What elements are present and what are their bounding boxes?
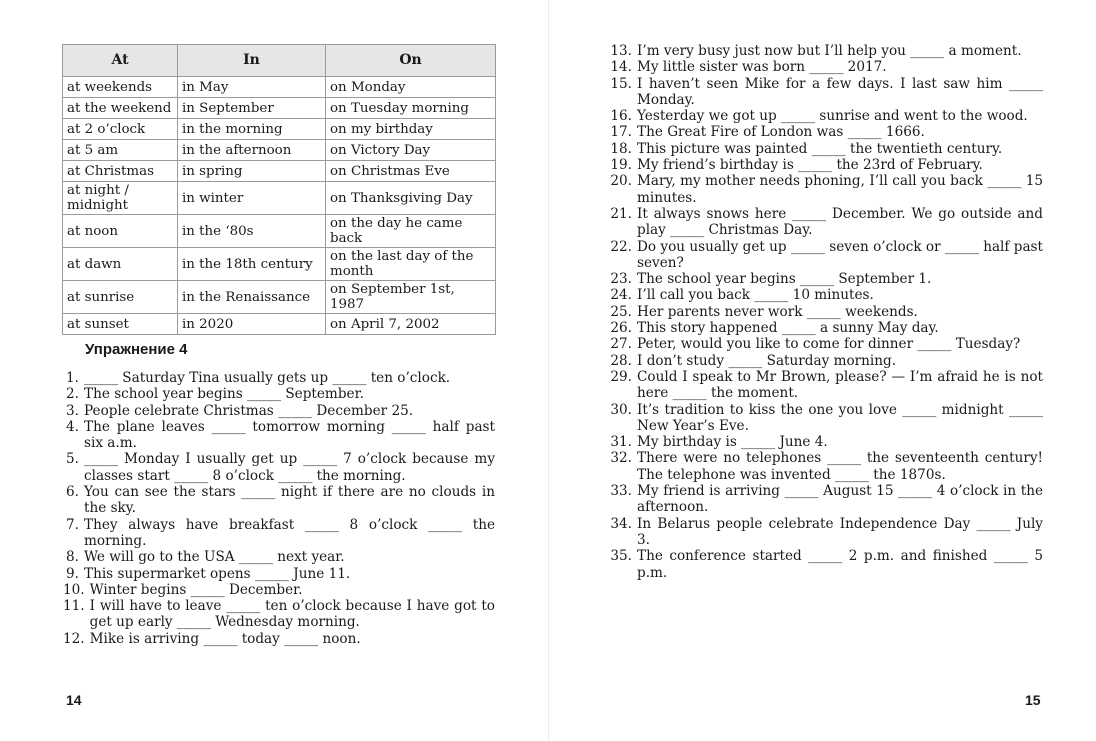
exercise-item (63, 549, 495, 565)
table-cell: in the morning (178, 119, 326, 140)
exercise-number: 33. (610, 483, 632, 500)
exercise-number: 9. (66, 565, 79, 582)
exercise-sentence: Her parents never work _____ weekends. (637, 303, 918, 320)
exercise-number: 35. (610, 548, 632, 565)
exercise-item (608, 434, 1043, 450)
exercise-number: 28. (610, 352, 632, 369)
exercise-sentence: Could I speak to Mr Brown, please? — I’m afraid he is not here _____ the moment. (637, 368, 1043, 402)
table-cell: in the Renaissance (178, 281, 326, 314)
table-cell: on Monday (326, 77, 496, 98)
exercise-sentence: My friend’s birthday is _____ the 23rd of February. (637, 157, 983, 174)
exercise-number: 29. (610, 368, 632, 385)
exercise-sentence: They always have breakfast _____ 8 o’clock _____ the morning. (84, 516, 495, 549)
book-spine (548, 0, 549, 741)
table-cell: in 2020 (178, 314, 326, 335)
column-header-at: At (63, 45, 178, 77)
table-cell: in the ‘80s (178, 215, 326, 248)
table-row (63, 161, 496, 182)
exercise-item (608, 369, 1043, 402)
exercise-item (63, 484, 495, 517)
exercise-sentence: We will go to the USA _____ next year. (84, 549, 345, 566)
table-row (63, 182, 496, 215)
exercise-item (608, 483, 1043, 516)
exercise-sentence: There were no telephones _____ the seventeenth century! The telephone was invented _____ the 1870s. (637, 450, 1043, 483)
exercise-sentence: This story happened _____ a sunny May day. (637, 320, 939, 337)
table-header-row (63, 45, 496, 77)
exercise-number: 20. (610, 173, 632, 190)
exercise-item (63, 403, 495, 419)
exercise-item (63, 598, 495, 631)
table-row (63, 77, 496, 98)
exercise-sentence: Peter, would you like to come for dinner _____ Tuesday? (637, 336, 1021, 353)
exercise-number: 17. (610, 124, 632, 141)
table-row (63, 98, 496, 119)
preposition-table (62, 44, 496, 335)
exercise-item (608, 402, 1043, 435)
page-number-left: 14 (66, 692, 82, 708)
exercise-number: 14. (610, 59, 632, 76)
exercise-sentence: Mike is arriving _____ today _____ noon. (89, 630, 361, 647)
exercise-list-right (608, 43, 1043, 581)
table-body (63, 77, 496, 335)
exercise-item (63, 419, 495, 452)
exercise-number: 6. (66, 484, 79, 501)
table-row (63, 119, 496, 140)
exercise-number: 30. (610, 401, 632, 418)
table-row (63, 248, 496, 281)
exercise-list-left (63, 370, 495, 647)
exercise-sentence: It always snows here _____ December. We go outside and play _____ Christmas Day. (637, 205, 1043, 239)
table-cell: in spring (178, 161, 326, 182)
table-cell: at Christmas (63, 161, 178, 182)
exercise-number: 19. (610, 157, 632, 174)
table-cell: on my birthday (326, 119, 496, 140)
table-row (63, 140, 496, 161)
exercise-number: 3. (66, 402, 79, 419)
table-cell: in September (178, 98, 326, 119)
exercise-sentence: This supermarket opens _____ June 11. (84, 565, 351, 582)
exercise-item (63, 517, 495, 550)
table-cell: at dawn (63, 248, 178, 281)
table-row (63, 314, 496, 335)
exercise-number: 16. (610, 108, 632, 125)
exercise-number: 24. (610, 287, 632, 304)
exercise-sentence: My birthday is _____ June 4. (637, 434, 828, 451)
exercise-item (608, 206, 1043, 239)
table-cell: at 5 am (63, 140, 178, 161)
table-cell: at sunset (63, 314, 178, 335)
exercise-number: 32. (610, 450, 632, 467)
exercise-number: 10. (63, 581, 85, 598)
page-number-right: 15 (1025, 692, 1041, 708)
exercise-number: 26. (610, 320, 632, 337)
exercise-item (608, 353, 1043, 369)
exercise-item (608, 43, 1043, 59)
table-row (63, 281, 496, 314)
exercise-number: 1. (66, 370, 79, 386)
exercise-number: 2. (66, 386, 79, 403)
exercise-sentence: In Belarus people celebrate Independence Day _____ July 3. (637, 515, 1043, 548)
table-cell: on the day he came back (326, 215, 496, 248)
exercise-number: 13. (610, 43, 632, 59)
table-cell: in winter (178, 182, 326, 215)
exercise-sentence: Mary, my mother needs phoning, I’ll call you back _____ 15 minutes. (637, 173, 1043, 206)
exercise-number: 12. (63, 630, 85, 647)
exercise-sentence: Do you usually get up _____ seven o’clock or _____ half past seven? (637, 238, 1044, 271)
table-cell: at noon (63, 215, 178, 248)
exercise-item (608, 141, 1043, 157)
exercise-item (608, 271, 1043, 287)
exercise-number: 18. (610, 140, 632, 157)
exercise-sentence: The Great Fire of London was _____ 1666. (637, 124, 925, 141)
exercise-item (608, 320, 1043, 336)
table-cell: on September 1st, 1987 (326, 281, 496, 314)
exercise-number: 34. (610, 515, 632, 532)
column-header-in: In (178, 45, 326, 77)
table-cell: at night / midnight (63, 182, 178, 215)
exercise-sentence: I haven’t seen Mike for a few days. I last saw him _____ Monday. (637, 75, 1043, 108)
exercise-item (608, 76, 1043, 109)
table-cell: on the last day of the month (326, 248, 496, 281)
table-cell: in the 18th century (178, 248, 326, 281)
table-cell: at 2 o’clock (63, 119, 178, 140)
exercise-number: 7. (66, 516, 79, 533)
exercise-sentence: I’ll call you back _____ 10 minutes. (637, 287, 874, 304)
exercise-sentence: It’s tradition to kiss the one you love _____ midnight _____ New Year’s Eve. (637, 401, 1043, 434)
exercise-item (608, 287, 1043, 303)
exercise-number: 15. (610, 75, 632, 92)
exercise-number: 23. (610, 271, 632, 288)
exercise-sentence: You can see the stars _____ night if there are no clouds in the sky. (84, 484, 495, 517)
exercise-item (608, 173, 1043, 206)
exercise-item (608, 450, 1043, 483)
exercise-item (63, 451, 495, 484)
exercise-item (608, 59, 1043, 75)
exercise-item (63, 566, 495, 582)
exercise-sentence: The school year begins _____ September 1. (637, 271, 932, 288)
table-cell: at sunrise (63, 281, 178, 314)
exercise-item (63, 386, 495, 402)
exercise-item (63, 370, 495, 386)
table-cell: in the afternoon (178, 140, 326, 161)
exercise-item (608, 548, 1043, 581)
exercise-item (608, 516, 1043, 549)
exercise-number: 25. (610, 303, 632, 320)
table-cell: on April 7, 2002 (326, 314, 496, 335)
exercise-sentence: _____ Saturday Tina usually gets up _____ ten o’clock. (84, 370, 451, 386)
exercise-number: 4. (66, 418, 79, 435)
exercise-sentence: The plane leaves _____ tomorrow morning _____ half past six a.m. (84, 418, 495, 452)
table-cell: on Thanksgiving Day (326, 182, 496, 215)
exercise-item (608, 108, 1043, 124)
table-cell: on Tuesday morning (326, 98, 496, 119)
exercise-number: 27. (610, 336, 632, 353)
exercise-sentence: This picture was painted _____ the twentieth century. (637, 140, 1003, 157)
exercise-sentence: People celebrate Christmas _____ December 25. (84, 402, 414, 419)
exercise-number: 8. (66, 549, 79, 566)
exercise-sentence: I will have to leave _____ ten o’clock because I have got to get up early _____ Wednesday morning. (89, 598, 495, 631)
exercise-item (608, 157, 1043, 173)
exercise-sentence: I’m very busy just now but I’ll help you _____ a moment. (637, 43, 1022, 59)
exercise-item (608, 304, 1043, 320)
exercise-sentence: The conference started _____ 2 p.m. and finished _____ 5 p.m. (637, 548, 1043, 581)
exercise-number: 11. (63, 598, 85, 615)
exercise-sentence: _____ Monday I usually get up _____ 7 o’clock because my classes start _____ 8 o’clock _____ the morning. (84, 451, 495, 484)
exercise-item (608, 336, 1043, 352)
exercise-sentence: Winter begins _____ December. (89, 581, 303, 598)
exercise-number: 5. (66, 451, 79, 468)
exercise-item (63, 631, 495, 647)
exercise-item (608, 239, 1043, 272)
exercise-number: 31. (610, 434, 632, 451)
table-row (63, 215, 496, 248)
exercise-sentence: The school year begins _____ September. (84, 386, 364, 403)
table-cell: at the weekend (63, 98, 178, 119)
table-cell: on Victory Day (326, 140, 496, 161)
exercise-sentence: I don’t study _____ Saturday morning. (637, 352, 897, 369)
exercise-number: 21. (610, 205, 632, 222)
exercise-title: Упражнение 4 (85, 341, 188, 358)
table-cell: in May (178, 77, 326, 98)
exercise-sentence: My little sister was born _____ 2017. (637, 59, 887, 76)
exercise-number: 22. (610, 238, 632, 255)
exercise-item (608, 124, 1043, 140)
table-cell: at weekends (63, 77, 178, 98)
column-header-on: On (326, 45, 496, 77)
table-cell: on Christmas Eve (326, 161, 496, 182)
exercise-sentence: Yesterday we got up _____ sunrise and went to the wood. (637, 108, 1028, 125)
exercise-item (63, 582, 495, 598)
exercise-sentence: My friend is arriving _____ August 15 _____ 4 o’clock in the afternoon. (637, 483, 1043, 516)
